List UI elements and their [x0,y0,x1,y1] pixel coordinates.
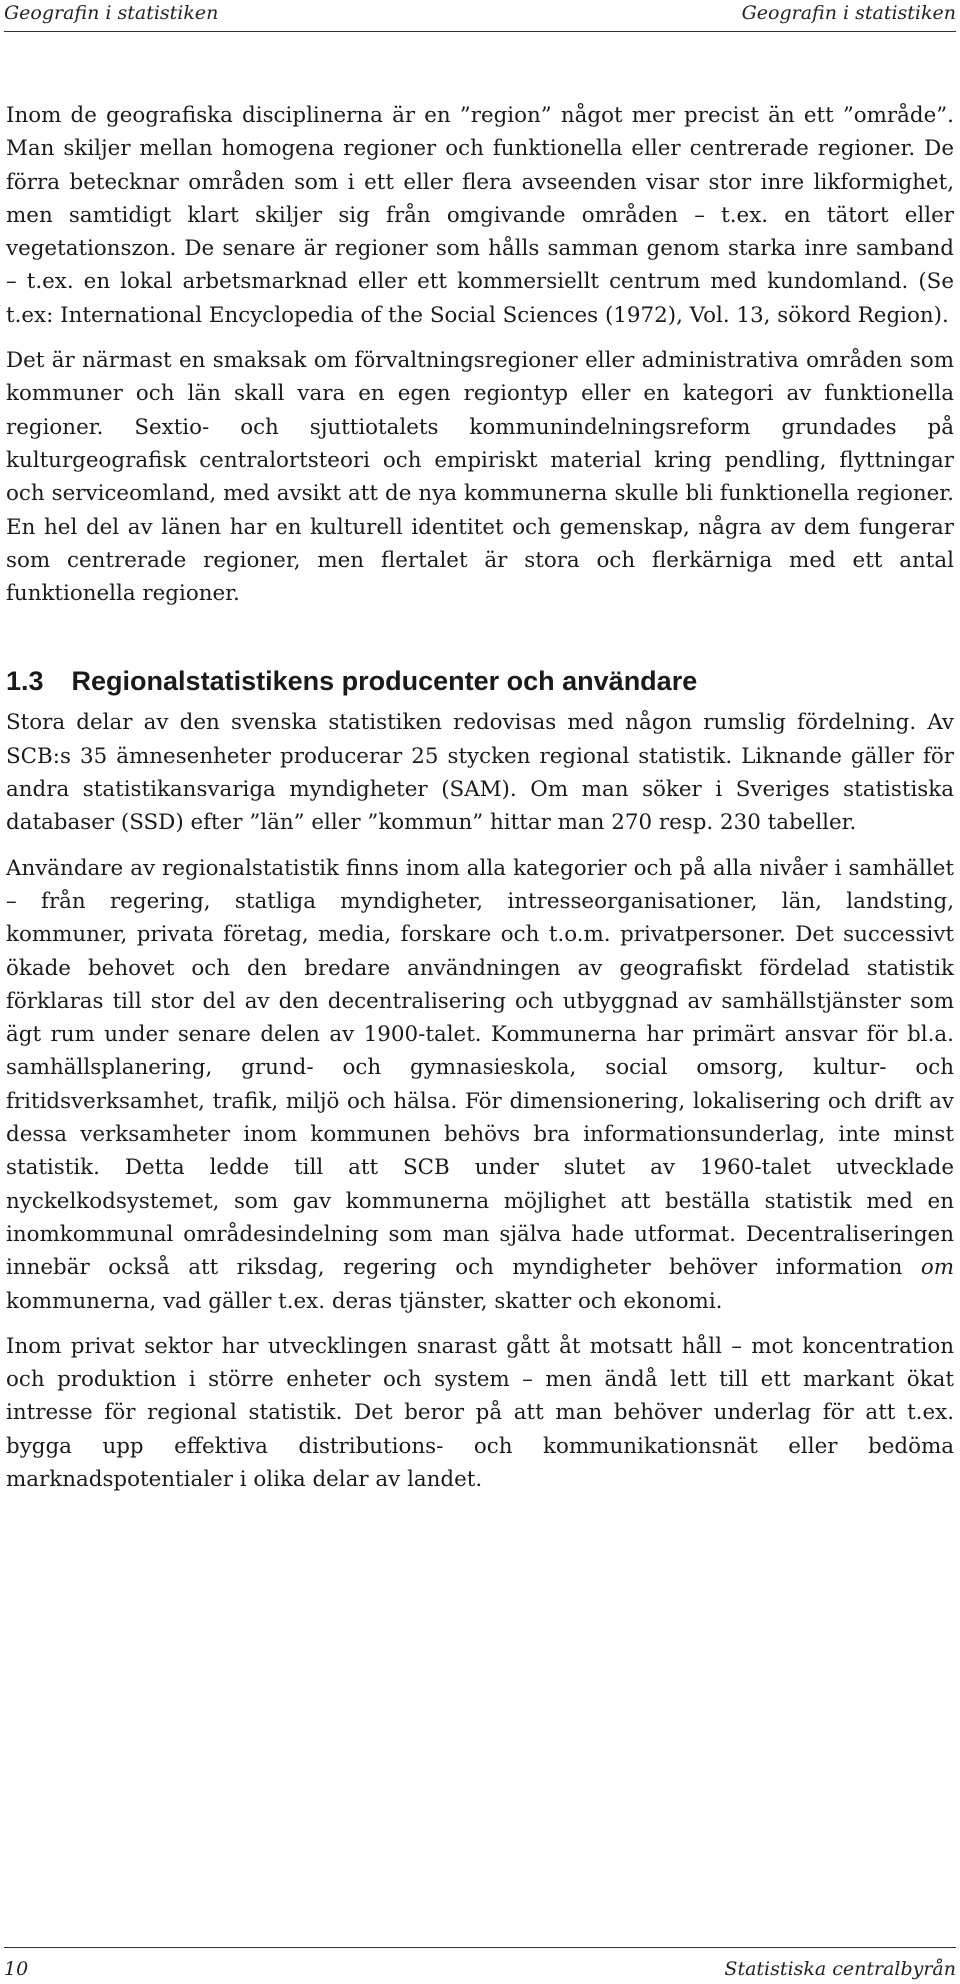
footer-rule [4,1947,956,1948]
running-footer [4,1956,956,1982]
paragraph-private-sector: Inom privat sektor har utvecklingen snarast gått åt motsatt håll – mot koncentration och produktion i större enheter och system – men ändå lett till ett markant ökat intresse för regional statistik. Det beror på att man behöver underlag för att t.ex. bygga upp effektiva distributions- och kommunikationsnät eller bedöma marknadspotentialer i olika delar av landet. [6,1333,954,1492]
paragraph-region-definition: Inom de geografiska disciplinerna är en ”region” något mer precist än ett ”område”. Man skiljer mellan homogena regioner och funktionella eller centrerade regioner. De förra betecknar områden som i ett eller flera avseenden visar stor inre likformighet, men samtidigt klart skiljer sig från omgivande områden – t.ex. en tätort eller vegetationszon. De senare är regioner som hålls samman genom starka inre samband – t.ex. en lokal arbetsmarknad eller ett kommersiellt centrum med kundomland. (Se t.ex: International Encyclopedia of the Social Sciences (1972), Vol. 13, sökord Region). [6,103,954,328]
page-number: 10 [4,1958,29,1980]
running-header [4,0,956,26]
header-right-title: Geografin i statistiken [741,2,956,24]
section-title: Regionalstatistikens producenter och användare [71,666,698,697]
paragraph-regional-statistics-users [6,852,954,1318]
header-rule [4,31,956,32]
section-heading [6,664,954,698]
emphasis-om: om [920,1255,954,1281]
paragraph-regional-statistics-production: Stora delar av den svenska statistiken redovisas med någon rumslig fördelning. Av SCB:s 35 ämnesenheter producerar 25 stycken regional statistik. Liknande gäller för andra statistikansvariga myndigheter (SAM). Om man söker i Sveriges statistiska databaser (SSD) efter ”län” eller ”kommun” hittar man 270 resp. 230 tabeller. [6,710,954,836]
header-left-title: Geografin i statistiken [4,2,219,24]
paragraph-administrative-regions: Det är närmast en smaksak om förvaltningsregioner eller administrativa områden som kommuner och län skall vara en egen regiontyp eller en kategori av funktionella regioner. Sextio- och sjuttiotalets kommunindelningsreform grundades på kulturgeografisk centralortsteori och empiriskt material kring pendling, flyttningar och serviceomland, med avsikt att de nya kommunerna skulle bli funktionella regioner. En hel del av länen har en kulturell identitet och gemenskap, några av dem fungerar som centrerade regioner, men flertalet är stora och flerkärniga med ett antal funktionella regioner. [6,348,954,607]
users-text-after: kommunerna, vad gäller t.ex. deras tjänster, skatter och ekonomi. [6,1288,723,1314]
publisher-name: Statistiska centralbyrån [724,1958,956,1980]
section-number: 1.3 [6,666,44,697]
page-content [6,99,954,1496]
users-text-before: Användare av regionalstatistik finns inom alla kategorier och på alla nivåer i samhället – från regering, statliga myndigheter, intresseorganisationer, län, landsting, kommuner, privata företag, media, forskare och t.o.m. privatpersoner. Det successivt ökade behovet och den bredare användningen av geografiskt fördelad statistik förklaras till stor del av den decentralisering och utbyggnad av samhällstjänster som ägt rum under senare delen av 1900-talet. Kommunerna har primärt ansvar för bl.a. samhällsplanering, grund- och gymnasieskola, social omsorg, kultur- och fritidsverksamhet, trafik, miljö och hälsa. För dimensionering, lokalisering och drift av dessa verksamheter inom kommunen behövs bra informationsunderlag, inte minst statistik. Detta ledde till att SCB under slutet av 1960-talet utvecklade nyckelkodsystemet, som gav kommunerna möjlighet att beställa statistik med en inomkommunal områdesindelning som man själva hade utformat. Decentraliseringen innebär också att riksdag, regering och myndigheter behöver information [6,855,954,1281]
